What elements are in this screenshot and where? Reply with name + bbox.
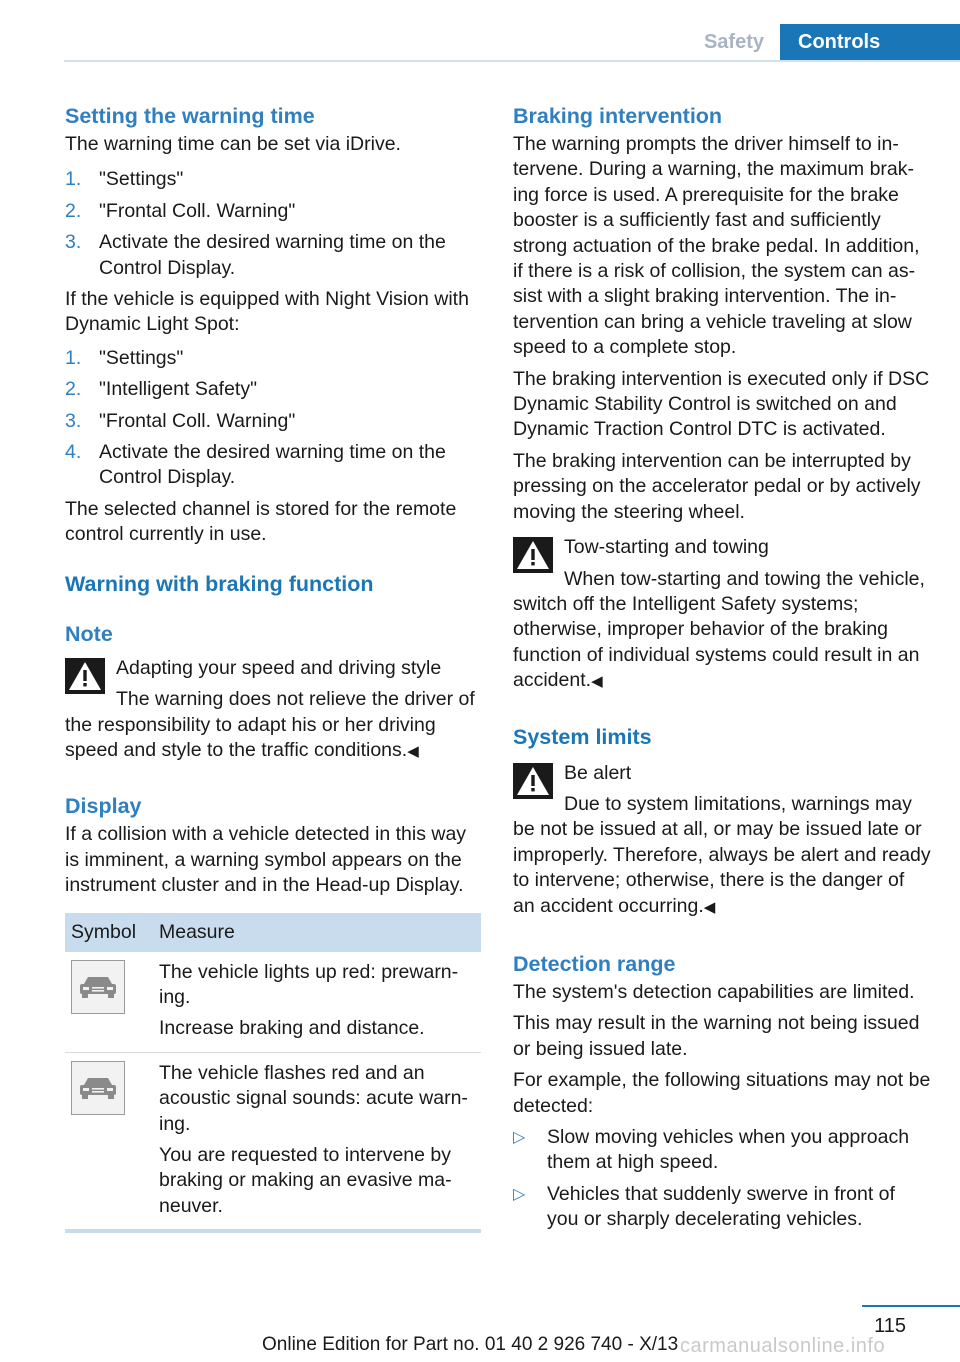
warning-body: When tow-starting and towing the vehicle, switch off the Intelligent Safety systems; otherwise, improper behavior of the braking function of individual systems could result in an accident.◀ [513,567,925,692]
table-header-row [65,913,481,952]
display-text: If a collision with a vehicle detected in this way is imminent, a warning symbol appears on the instrument cluster and in the Head-up Display. [65,823,467,897]
braking-intervention-text: The braking intervention can be interrupted by pressing on the accelerator pedal or by actively moving the steering wheel. [513,449,921,523]
vehicle-warning-icon [71,960,125,1014]
header-tabs [688,24,960,61]
list-item: 3. Activate the desired warning time on the Control Display. [65,231,446,279]
heading-detection-range: Detection range [513,951,676,976]
table-header-symbol: Symbol [65,913,153,952]
braking-intervention-text: The warning prompts the driver himself to intervene. During a warning, the maximum braking force is used. A prerequisite for the brake booster is a sufficiently fast and sufficiently strong actuation of the brake pedal. In addition, if there is a risk of collision, the system can assist with a slight braking intervention. The intervention can bring a vehicle traveling at slow speed to a complete stop. [513,133,920,359]
left-column [65,102,481,1233]
header-divider [64,60,960,62]
detection-text: For example, the following situations may not be detected: [513,1069,931,1117]
list-item: 4. Activate the desired warning time on the Control Display. [65,441,446,489]
tab-controls: Controls [780,24,960,61]
warning-triangle-icon [65,658,105,694]
table-header-measure: Measure [153,913,481,952]
right-column [513,102,931,1233]
warning-body: The warning does not relieve the driver of the responsibility to adapt his or her driving speed and style to the traffic conditions.◀ [65,688,475,761]
steps-list-2 [65,346,481,491]
heading-system-limits: System limits [513,724,652,749]
table-row [65,1052,481,1231]
heading-warning-braking-function: Warning with braking function [65,571,374,596]
vehicle-warning-icon [71,1061,125,1115]
list-item: 1. "Settings" [65,346,184,369]
watermark: carmanualsonline.info [680,1335,886,1357]
symbol-table [65,913,481,1234]
measure-text: Increase braking and distance. [159,1017,425,1040]
heading-display: Display [65,794,142,819]
measure-text: The vehicle flashes red and an acoustic signal sounds: acute warning. [159,1061,468,1135]
edition-text: Online Edition for Part no. 01 40 2 926 740 - X/13 [262,1334,679,1355]
detection-text: This may result in the warning not being issued or being issued late. [513,1012,920,1060]
warning-time-intro: The warning time can be set via iDrive. [65,133,401,155]
warning-note [65,656,481,765]
end-mark: ◀ [591,673,603,691]
car-icon [78,974,118,1000]
braking-intervention-text: The braking intervention is executed only if DSC Dynamic Stability Control is switched on and Dynamic Traction Control DTC is activated. [513,367,930,441]
list-item: ▷ Slow moving vehicles when you approach them at high speed. [513,1126,910,1174]
night-vision-intro: If the vehicle is equipped with Night Vision with Dynamic Light Spot: [65,288,469,336]
table-row [65,952,481,1053]
warning-be-alert [513,761,931,920]
warning-title: Tow-starting and towing [564,536,769,559]
warning-towing [513,535,931,694]
warning-triangle-icon [513,763,553,799]
page-number: 115 [874,1315,906,1337]
steps-list-1 [65,167,481,281]
measure-text: You are requested to intervene by braking or making an evasive maneuver. [159,1143,452,1217]
tab-safety: Safety [688,24,780,61]
end-mark: ◀ [407,742,419,760]
warning-title: Adapting your speed and driving style [116,656,442,679]
list-item: ▷ Vehicles that suddenly swerve in front of you or sharply decelerating vehicles. [513,1182,895,1231]
detection-text: The system's detection capabilities are limited. [513,980,915,1003]
warning-triangle-icon [513,537,553,573]
list-item: 2. "Intelligent Safety" [65,378,258,401]
triangle-bullet-icon: ▷ [513,1185,526,1203]
list-item: 2. "Frontal Coll. Warning" [65,199,296,222]
measure-text: The vehicle lights up red: prewarning. [159,960,459,1008]
list-item: 3. "Frontal Coll. Warning" [65,409,296,432]
warning-title: Be alert [564,761,632,784]
channel-note: The selected channel is stored for the remote control currently in use. [65,497,457,546]
triangle-bullet-icon: ▷ [513,1129,526,1146]
car-icon [78,1075,118,1101]
heading-braking-intervention: Braking intervention [513,104,723,128]
end-mark: ◀ [703,898,716,916]
detection-bullet-list [513,1125,931,1233]
footer-divider [862,1305,960,1307]
heading-note: Note [65,621,113,646]
heading-setting-warning-time: Setting the warning time [65,104,315,128]
warning-body: Due to system limitations, warnings may be not be issued at all, or may be issued late or improperly. Therefore, always be alert and ready to intervene; otherwise, there is the danger of an accident occurring.◀ [513,792,931,917]
list-item: 1. "Settings" [65,168,184,191]
